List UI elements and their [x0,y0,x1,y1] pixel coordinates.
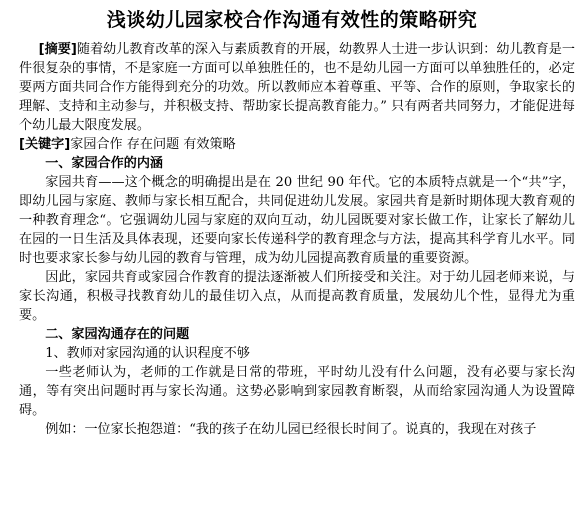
section1-paragraph-2: 因此，家园共育或家园合作教育的提法逐渐被人们所接受和关注。对于幼儿园老师来说，与家长沟通，积极寻找教育幼儿的最佳切入点，从而提高教育质量，发展幼儿个性，显得尤为重要。 [19,270,575,323]
abstract-text: 随着幼儿教育改革的深入与素质教育的开展，幼教界人士进一步认识到：幼儿教育是一件很复杂的事情，不是家庭一方面可以单独胜任的，也不是幼儿园一方面可以单独胜任的，必定要两方面共同合作方能得到充分的功效。所以教师应本着尊重、平等、合作的原则，争取家长的理解、支持和主动参与，并积极支持、帮助家长提高教育能力。” 只有两者共同努力，才能促进每个幼儿最大限度发展。 [19,42,575,133]
keywords-paragraph [19,135,575,154]
keywords-label: [关键字] [19,137,71,152]
document-body [19,40,575,439]
keywords-text: 家园合作 存在问题 有效策略 [70,137,236,152]
document-title: 浅谈幼儿园家校合作沟通有效性的策略研究 [106,9,478,31]
abstract-paragraph [19,40,575,135]
section1-paragraph-1: 家园共育——这个概念的明确提出是在 20 世纪 90 年代。它的本质特点就是一个“共”字，即幼儿园与家庭、教师与家长相互配合，共同促进幼儿发展。家园共育是新时期体现大教育观的一种教育理念“。它强调幼儿园与家庭的双向互动，幼儿园既要对家长做工作，让家长了解幼儿在园的一日生活及具体表现，还要向家长传递科学的教育理念与方法，提高其科学育儿水平。同时也要求家长参与幼儿园的教育与管理，成为幼儿园提高教育质量的重要资源。 [19,175,575,266]
abstract-label: [摘要] [38,42,77,57]
section2-heading: 二、家园沟通存在的问题 [45,327,190,342]
subsection1-paragraph: 一些老师认为，老师的工作就是日常的带班，平时幼儿没有什么问题，没有必要与家长沟通，等有突出问题时再与家长沟通。这势必影响到家园教育断裂，从而给家园沟通人为设置障碍。 [19,365,575,418]
example-paragraph: 例如：一位家长抱怨道：“我的孩子在幼儿园已经很长时间了。说真的，我现在对孩子 [45,422,537,437]
section1-heading: 一、家园合作的内涵 [45,156,164,171]
subsection1-heading: 1、教师对家园沟通的认识程度不够 [45,346,250,361]
